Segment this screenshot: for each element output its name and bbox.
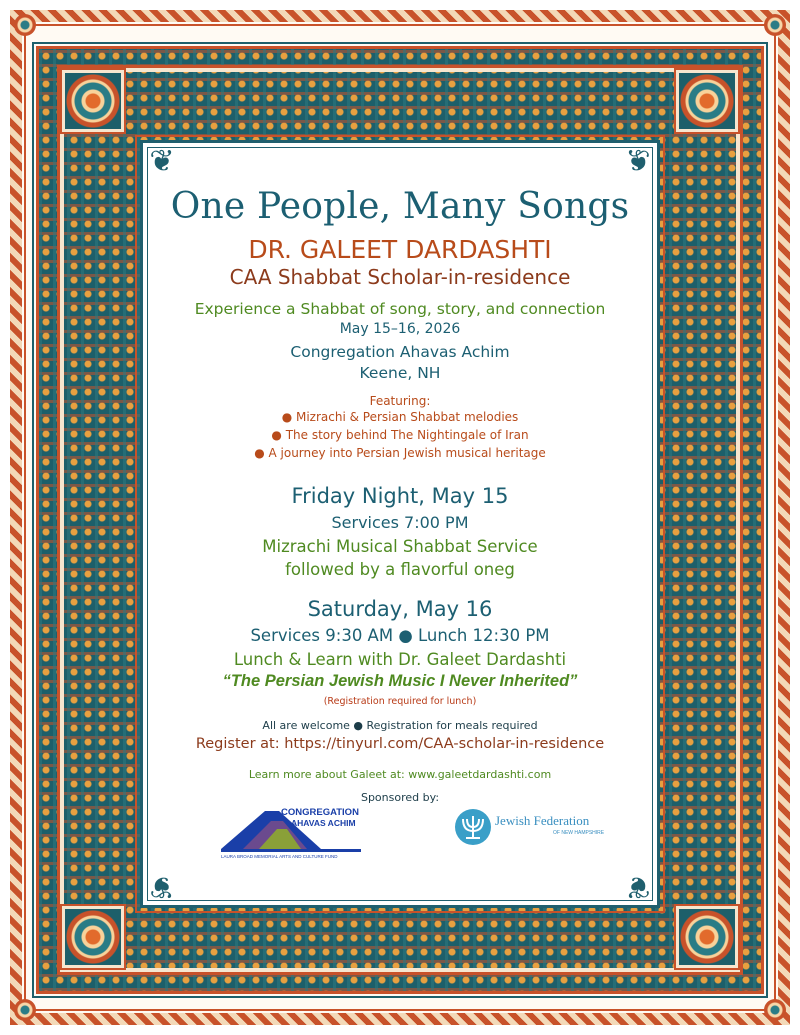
event-venue: Congregation Ahavas Achim xyxy=(290,343,510,361)
friday-oneg: followed by a flavorful oneg xyxy=(285,560,515,579)
saturday-services: Services 9:30 AM ● Lunch 12:30 PM xyxy=(250,626,550,645)
featuring-item: ● The story behind The Nightingale of Iran xyxy=(271,428,529,442)
congregation-logo-line1: CONGREGATION xyxy=(281,807,359,818)
welcome-note: All are welcome ● Registration for meals required xyxy=(262,719,538,732)
corner-medallion-bottom-left xyxy=(62,906,124,968)
menorah-icon xyxy=(453,807,493,847)
corner-medallion-top-left xyxy=(62,70,124,132)
saturday-lunch: Lunch & Learn with Dr. Galeet Dardashti xyxy=(233,650,567,669)
rosette-icon xyxy=(764,14,786,36)
congregation-logo-line2: AHAVAS ACHIM xyxy=(291,818,356,828)
event-title: One People, Many Songs xyxy=(170,186,630,227)
event-location: Keene, NH xyxy=(359,364,441,382)
event-tagline: Experience a Shabbat of song, story, and connection xyxy=(194,300,606,318)
friday-services: Services 7:00 PM xyxy=(331,513,469,532)
learn-more-link[interactable]: Learn more about Galeet at: www.galeetdardashti.com xyxy=(248,768,552,781)
congregation-logo xyxy=(221,803,371,863)
rosette-icon xyxy=(14,999,36,1021)
rosette-icon xyxy=(764,999,786,1021)
event-dates: May 15–16, 2026 xyxy=(339,321,461,337)
corner-flourish-icon: ❦ xyxy=(149,869,175,904)
friday-service-name: Mizrachi Musical Shabbat Service xyxy=(262,537,538,556)
saturday-talk-title: “The Persian Jewish Music I Never Inherited” xyxy=(222,672,578,690)
registration-link[interactable]: Register at: https://tinyurl.com/CAA-scholar-in-residence xyxy=(195,736,605,752)
rosette-icon xyxy=(14,14,36,36)
event-panel xyxy=(140,140,660,908)
speaker-name: DR. GALEET DARDASHTI xyxy=(248,235,552,264)
jewish-federation-logo xyxy=(453,805,623,849)
congregation-logo-fund: LAURA BROAD MEMORIAL ARTS AND CULTURE FUND xyxy=(221,854,338,859)
saturday-lunch-note: (Registration required for lunch) xyxy=(323,696,477,707)
corner-flourish-icon: ❦ xyxy=(625,144,651,179)
jewish-federation-name: Jewish Federation xyxy=(495,813,590,828)
jewish-federation-sub: OF NEW HAMPSHIRE xyxy=(553,830,605,836)
corner-flourish-icon: ❦ xyxy=(625,869,651,904)
featuring-label: Featuring: xyxy=(369,394,431,408)
corner-flourish-icon: ❦ xyxy=(149,144,175,179)
saturday-heading: Saturday, May 16 xyxy=(307,597,493,621)
sponsored-by-label: Sponsored by: xyxy=(360,791,440,804)
corner-medallion-bottom-right xyxy=(676,906,738,968)
featuring-item: ● A journey into Persian Jewish musical heritage xyxy=(254,446,546,460)
featuring-item: ● Mizrachi & Persian Shabbat melodies xyxy=(281,410,519,424)
friday-heading: Friday Night, May 15 xyxy=(291,484,509,508)
speaker-role: CAA Shabbat Scholar-in-residence xyxy=(229,265,571,289)
corner-medallion-top-right xyxy=(676,70,738,132)
